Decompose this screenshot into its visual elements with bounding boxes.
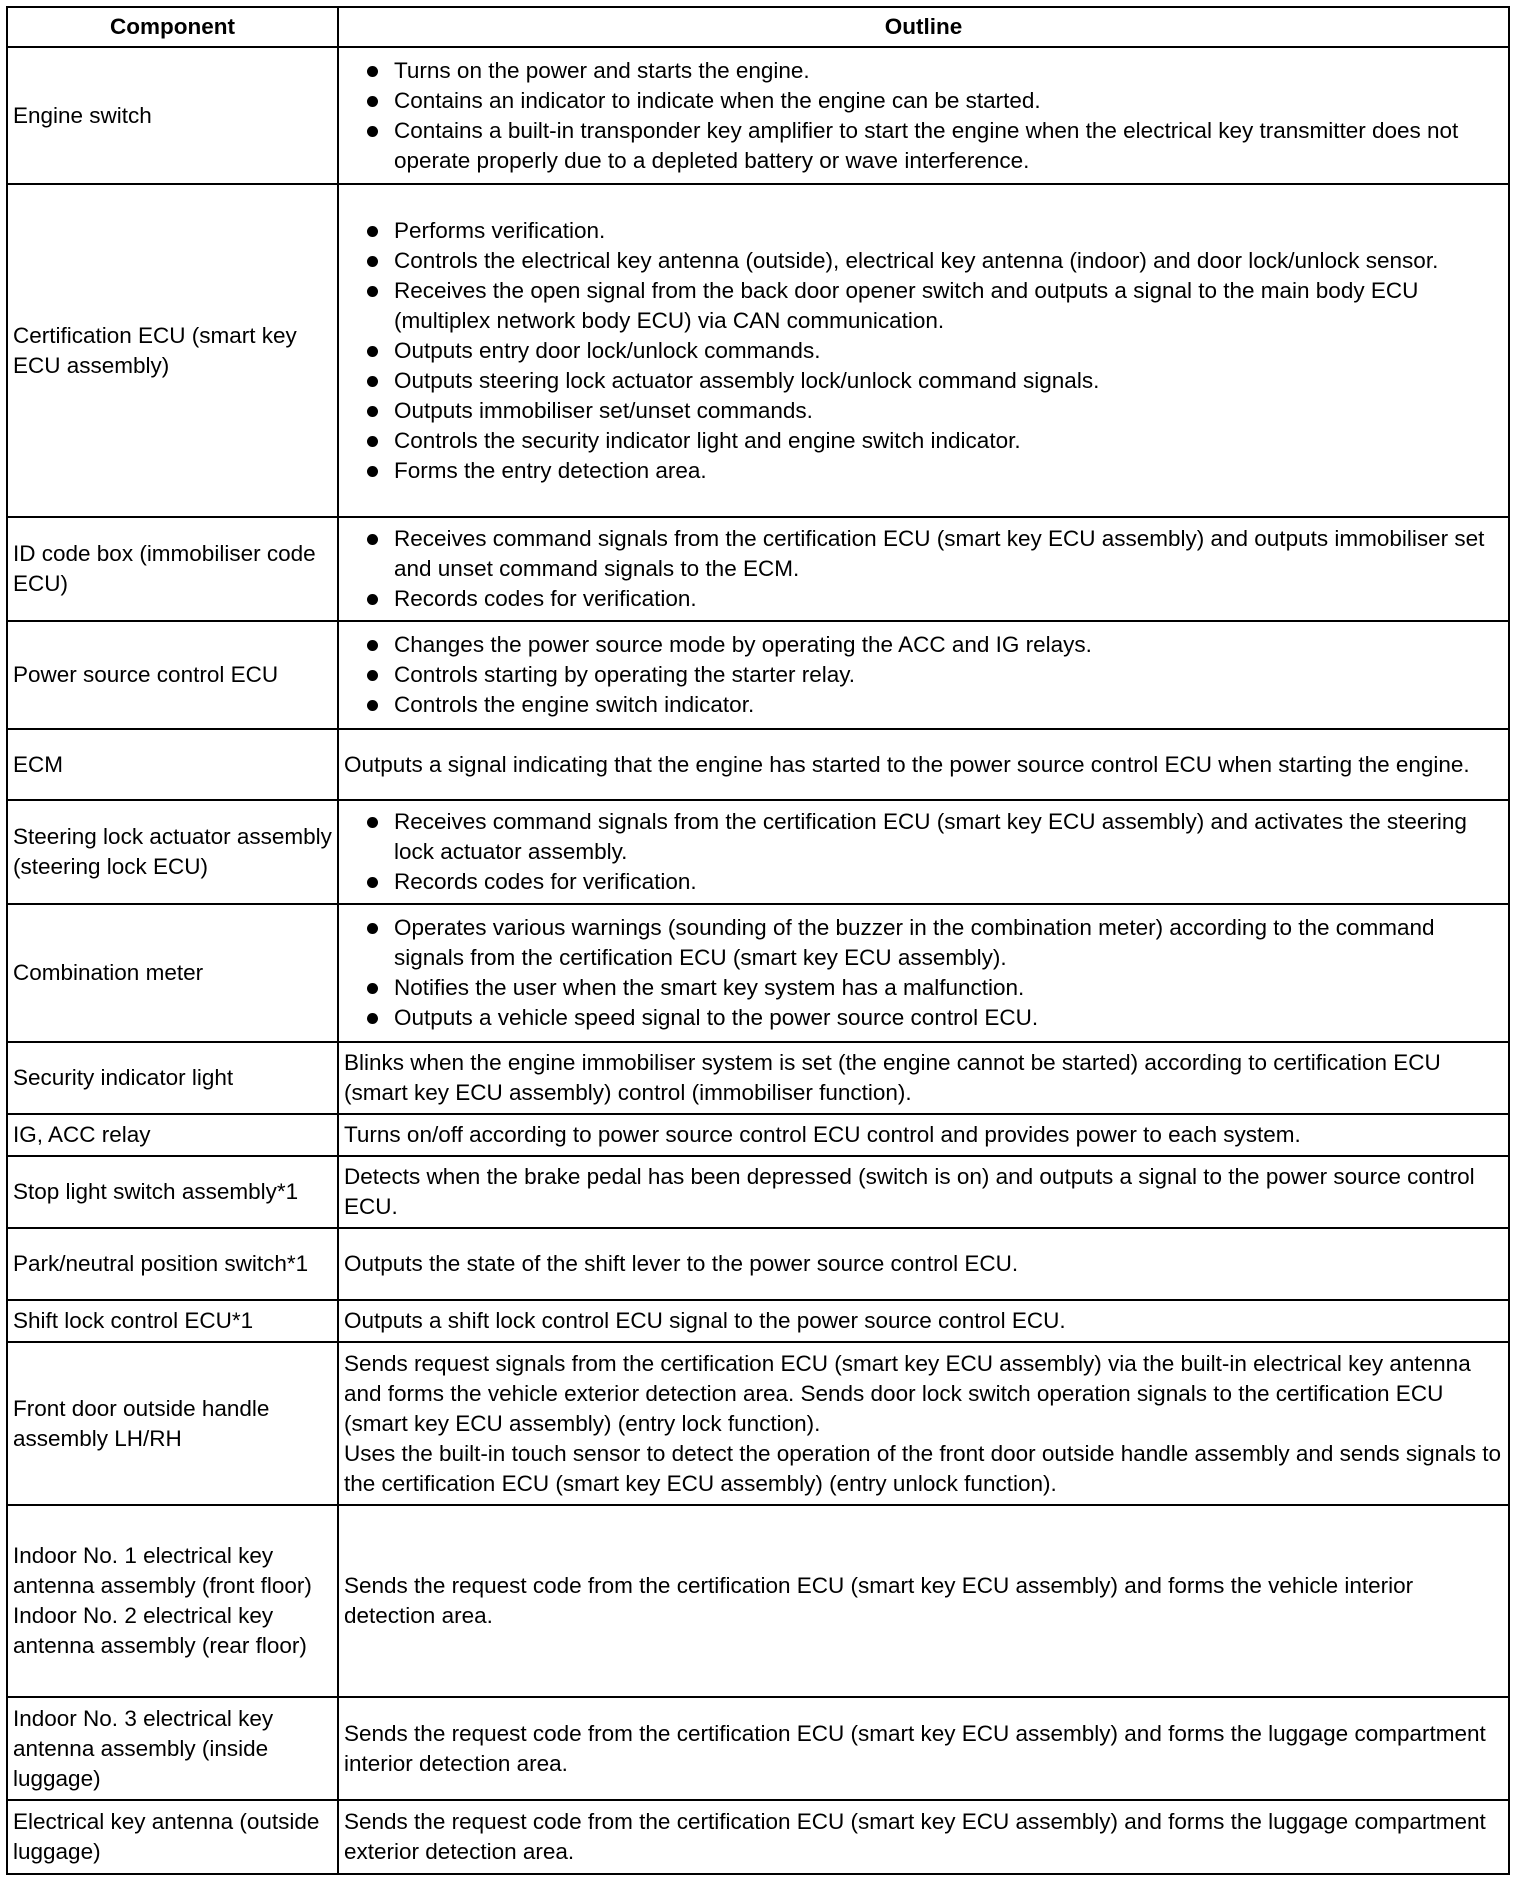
list-item: Notifies the user when the smart key system has a malfunction. [344,973,1503,1003]
list-item: Turns on the power and starts the engine. [344,56,1503,86]
component-cell: Electrical key antenna (outside luggage) [7,1800,338,1874]
list-item: Receives the open signal from the back door opener switch and outputs a signal to the main body ECU (multiplex network body ECU) via CAN communication. [344,276,1503,336]
outline-cell: Sends the request code from the certification ECU (smart key ECU assembly) and forms the luggage compartment exterior detection area. [338,1800,1509,1874]
component-cell: Shift lock control ECU*1 [7,1300,338,1342]
outline-cell: Turns on/off according to power source control ECU control and provides power to each system. [338,1114,1509,1156]
table-row [7,1300,1509,1342]
component-outline-table [6,6,1510,1875]
component-line: Indoor No. 1 electrical key antenna assembly (front floor) [13,1543,312,1598]
table-row [7,800,1509,904]
list-item: Forms the entry detection area. [344,456,1503,486]
outline-cell [338,621,1509,729]
component-cell: IG, ACC relay [7,1114,338,1156]
component-cell: Power source control ECU [7,621,338,729]
component-cell: ID code box (immobiliser code ECU) [7,517,338,621]
table-row [7,1228,1509,1300]
outline-cell [338,904,1509,1042]
outline-list [344,56,1503,176]
list-item: Operates various warnings (sounding of the buzzer in the combination meter) according to the command signals from the certification ECU (smart key ECU assembly). [344,913,1503,973]
component-cell: Park/neutral position switch*1 [7,1228,338,1300]
table-row [7,1042,1509,1114]
list-item: Controls starting by operating the starter relay. [344,660,1503,690]
list-item: Outputs steering lock actuator assembly lock/unlock command signals. [344,366,1503,396]
list-item: Contains a built-in transponder key amplifier to start the engine when the electrical key transmitter does not operate properly due to a depleted battery or wave interference. [344,116,1503,176]
list-item: Controls the security indicator light and engine switch indicator. [344,426,1503,456]
outline-cell: Blinks when the engine immobiliser system is set (the engine cannot be started) according to certification ECU (smart key ECU assembly) control (immobiliser function). [338,1042,1509,1114]
outline-list [344,216,1503,486]
component-cell: Combination meter [7,904,338,1042]
component-line: Indoor No. 2 electrical key antenna assembly (rear floor) [13,1603,307,1658]
list-item: Controls the electrical key antenna (outside), electrical key antenna (indoor) and door lock/unlock sensor. [344,246,1503,276]
outline-list [344,630,1503,720]
table-row [7,621,1509,729]
list-item: Controls the engine switch indicator. [344,690,1503,720]
outline-list [344,807,1503,897]
outline-list [344,913,1503,1033]
table-row [7,184,1509,517]
list-item: Records codes for verification. [344,584,1503,614]
outline-cell [338,800,1509,904]
component-column-header: Component [7,7,338,47]
outline-cell [338,517,1509,621]
component-cell: Stop light switch assembly*1 [7,1156,338,1228]
table-row [7,517,1509,621]
component-cell: Certification ECU (smart key ECU assembly) [7,184,338,517]
table-row [7,729,1509,800]
table-row [7,904,1509,1042]
table-row [7,1697,1509,1800]
outline-cell: Sends the request code from the certification ECU (smart key ECU assembly) and forms the luggage compartment interior detection area. [338,1697,1509,1800]
list-item: Receives command signals from the certification ECU (smart key ECU assembly) and outputs immobiliser set and unset command signals to the ECM. [344,524,1503,584]
list-item: Outputs a vehicle speed signal to the power source control ECU. [344,1003,1503,1033]
outline-paragraph: Sends request signals from the certification ECU (smart key ECU assembly) via the built-in electrical key antenna and forms the vehicle exterior detection area. Sends door lock switch operation signals to the certification ECU (smart key ECU assembly) (entry lock function). [344,1350,1471,1436]
outline-paragraph: Uses the built-in touch sensor to detect the operation of the front door outside handle assembly and sends signals to the certification ECU (smart key ECU assembly) (entry unlock function). [344,1440,1501,1496]
table-row [7,1114,1509,1156]
outline-cell [338,47,1509,184]
list-item: Outputs immobiliser set/unset commands. [344,396,1503,426]
list-item: Receives command signals from the certification ECU (smart key ECU assembly) and activates the steering lock actuator assembly. [344,807,1503,867]
list-item: Outputs entry door lock/unlock commands. [344,336,1503,366]
list-item: Contains an indicator to indicate when the engine can be started. [344,86,1503,116]
list-item: Performs verification. [344,216,1503,246]
outline-cell: Outputs a shift lock control ECU signal to the power source control ECU. [338,1300,1509,1342]
header-row [7,7,1509,47]
component-cell [7,1505,338,1697]
component-cell: Front door outside handle assembly LH/RH [7,1342,338,1505]
component-cell: Security indicator light [7,1042,338,1114]
component-cell: ECM [7,729,338,800]
outline-cell: Outputs the state of the shift lever to the power source control ECU. [338,1228,1509,1300]
table-row [7,47,1509,184]
outline-cell [338,184,1509,517]
component-cell: Steering lock actuator assembly (steering lock ECU) [7,800,338,904]
outline-cell [338,1342,1509,1505]
component-cell: Engine switch [7,47,338,184]
table-row [7,1505,1509,1697]
outline-column-header: Outline [338,7,1509,47]
outline-list [344,524,1503,614]
list-item: Changes the power source mode by operating the ACC and IG relays. [344,630,1503,660]
list-item: Records codes for verification. [344,867,1503,897]
table-row [7,1342,1509,1505]
component-cell: Indoor No. 3 electrical key antenna assembly (inside luggage) [7,1697,338,1800]
table-row [7,1156,1509,1228]
outline-cell: Sends the request code from the certification ECU (smart key ECU assembly) and forms the vehicle interior detection area. [338,1505,1509,1697]
outline-cell: Detects when the brake pedal has been depressed (switch is on) and outputs a signal to the power source control ECU. [338,1156,1509,1228]
outline-cell: Outputs a signal indicating that the engine has started to the power source control ECU when starting the engine. [338,729,1509,800]
table-row [7,1800,1509,1874]
